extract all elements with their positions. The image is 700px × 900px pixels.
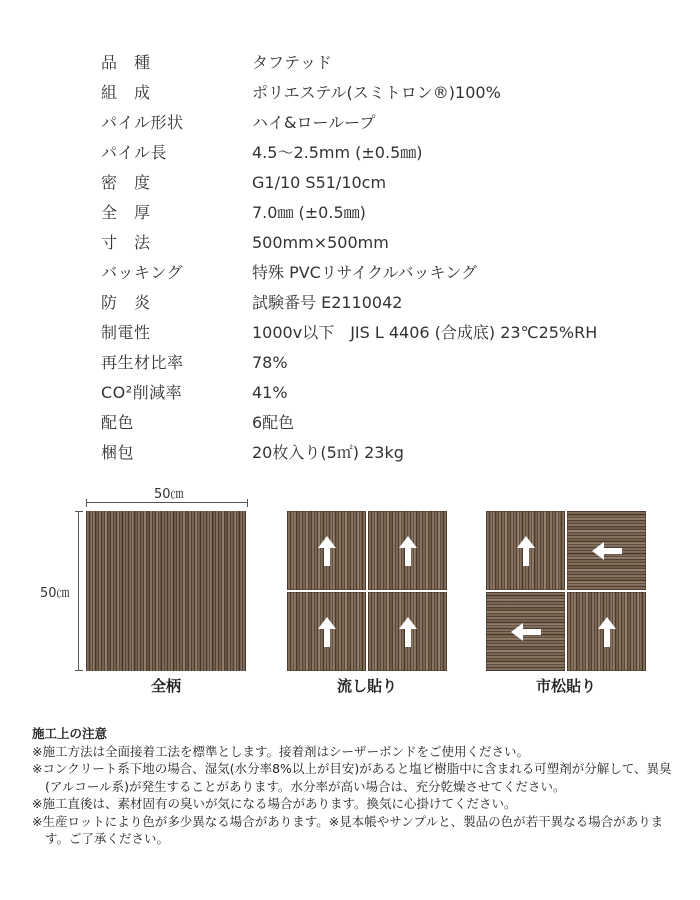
- spec-label: 再生材比率: [101, 353, 184, 372]
- spec-label: 品 種: [101, 53, 151, 72]
- note-item: ※コンクリート系下地の場合、湿気(水分率8%以上が目安)があると塩ビ樹脂中に含まれる可塑剤が分解して、異臭(アルコール系)が発生することがあります。水分率が高い場合は、充分乾燥させてください。: [32, 761, 672, 794]
- spec-value: 1000v以下 JIS L 4406 (合成底) 23℃25%RH: [252, 323, 598, 342]
- tile-quadrant: [287, 511, 366, 590]
- spec-value: 78%: [252, 353, 288, 372]
- spec-label: 防 炎: [101, 293, 151, 312]
- notes-title: 施工上の注意: [32, 726, 108, 741]
- arrow-left-icon: [567, 511, 646, 590]
- arrow-up-icon: [486, 511, 565, 590]
- note-item: ※施工方法は全面接着工法を標準とします。接着剤はシーザーボンドをご使用ください。: [32, 743, 529, 759]
- spec-value: 7.0㎜ (±0.5㎜): [252, 203, 366, 222]
- tile-quadrant: [287, 592, 366, 671]
- arrow-up-icon: [567, 592, 646, 671]
- arrow-up-icon: [368, 511, 447, 590]
- note-item: ※生産ロットにより色が多少異なる場合があります。※見本帳やサンプルと、製品の色が若干異なる場合があります。ご了承ください。: [32, 813, 664, 846]
- arrow-up-icon: [368, 592, 447, 671]
- tile-quadrant: [486, 592, 565, 671]
- spec-label: 寸 法: [101, 233, 151, 252]
- tile-quadrant: [567, 592, 646, 671]
- spec-label: パイル形状: [101, 113, 184, 132]
- caption-checker-layout: 市松貼り: [535, 677, 596, 695]
- spec-value: タフテッド: [252, 53, 333, 72]
- spec-label: 配色: [101, 413, 135, 432]
- spec-value: 20枚入り(5㎡) 23kg: [252, 443, 404, 462]
- caption-flow-layout: 流し貼り: [336, 677, 397, 695]
- spec-label: バッキング: [101, 263, 184, 282]
- spec-label: パイル長: [101, 143, 168, 162]
- spec-value: ハイ&ローループ: [252, 113, 376, 132]
- tile-full-pattern: [86, 511, 246, 671]
- spec-value: ポリエステル(スミトロン®)100%: [252, 83, 501, 102]
- height-dimension-line: [78, 511, 79, 671]
- tile-quadrant: [368, 592, 447, 671]
- tile-checker-layout: [486, 511, 646, 671]
- arrow-up-icon: [287, 511, 366, 590]
- spec-value: 500mm×500mm: [252, 233, 389, 252]
- spec-value: 試験番号 E2110042: [252, 293, 403, 312]
- tile-quadrant: [486, 511, 565, 590]
- note-item: ※施工直後は、素材固有の臭いが気になる場合があります。換気に心掛けてください。: [32, 796, 517, 811]
- height-dimension-label: 50㎝: [40, 586, 70, 601]
- spec-value: 特殊 PVCリサイクルバッキング: [252, 263, 478, 282]
- spec-label: 組 成: [101, 83, 151, 102]
- spec-value: 4.5〜2.5mm (±0.5㎜): [252, 143, 423, 162]
- spec-label: CO²削減率: [101, 383, 183, 402]
- width-dimension-label: 50㎝: [154, 487, 184, 502]
- width-dimension-line: [86, 502, 248, 503]
- installation-notes: [32, 725, 682, 848]
- tile-quadrant: [368, 511, 447, 590]
- arrow-up-icon: [287, 592, 366, 671]
- spec-value: G1/10 S51/10cm: [252, 173, 387, 192]
- spec-label: 制電性: [101, 323, 151, 342]
- spec-label: 密 度: [101, 173, 151, 192]
- spec-value: 6配色: [252, 413, 295, 432]
- spec-label: 全 厚: [101, 203, 151, 222]
- caption-full-pattern: 全柄: [150, 677, 181, 695]
- spec-label: 梱包: [101, 443, 135, 462]
- tile-quadrant: [567, 511, 646, 590]
- tile-flow-layout: [287, 511, 447, 671]
- arrow-left-icon: [486, 592, 565, 671]
- spec-value: 41%: [252, 383, 288, 402]
